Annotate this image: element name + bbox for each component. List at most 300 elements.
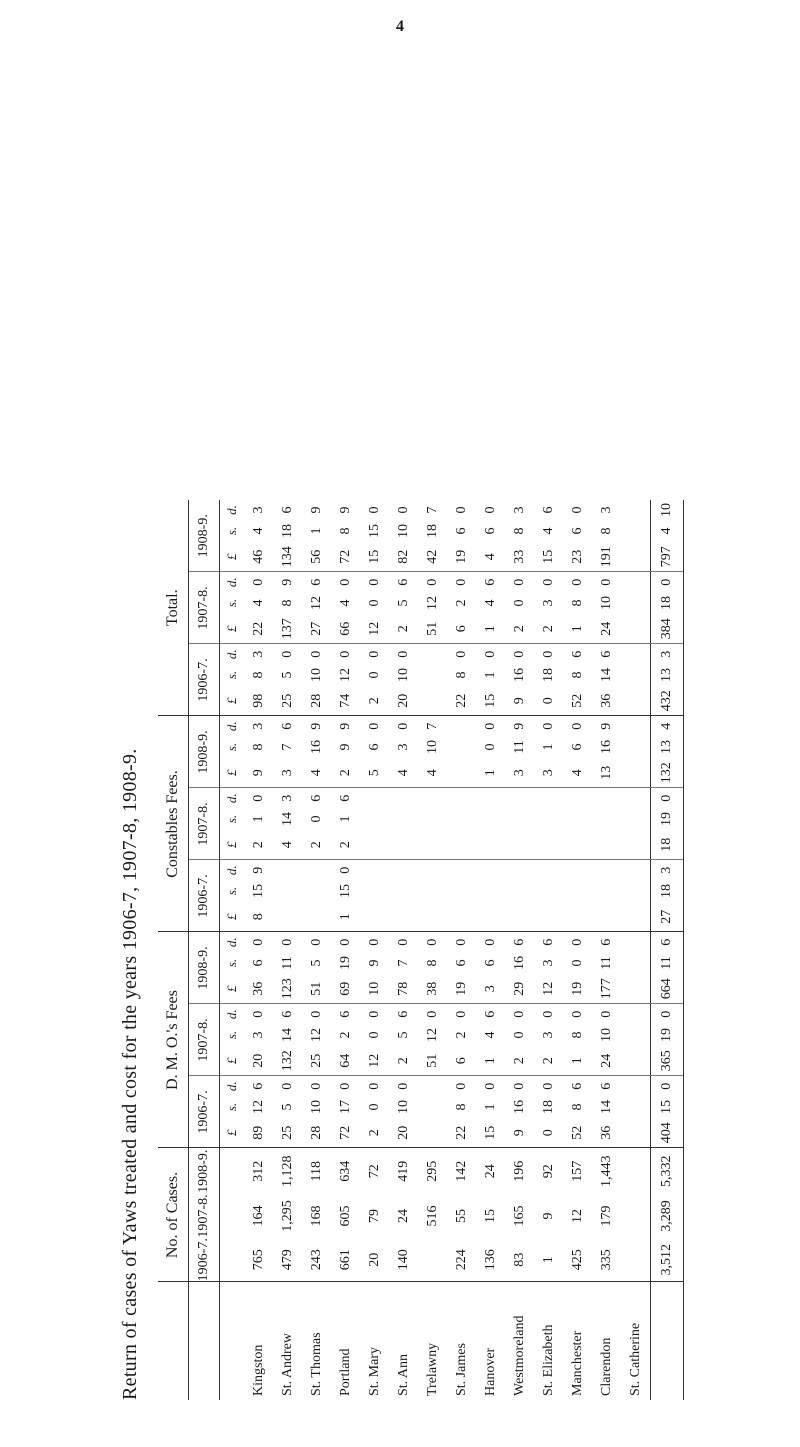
- cases-cell: 168: [308, 1205, 324, 1227]
- cases-cell: 179: [598, 1205, 614, 1227]
- constables-fee-cell: [505, 880, 534, 902]
- cases-cell: 1,128: [279, 1155, 295, 1187]
- total-cost-cell: 6: [279, 506, 295, 514]
- constables-fee-cell: [534, 788, 563, 808]
- constables-fee-cell: [418, 860, 447, 880]
- cases-cell: [621, 1238, 651, 1282]
- dmo-fee-cell: 2: [505, 1046, 534, 1076]
- totals-row: [651, 500, 684, 1400]
- dmo-fee-cell: 10: [395, 1100, 411, 1114]
- dmo-year-header: 1907-8.: [189, 1004, 220, 1076]
- total-cost-cell: 0: [308, 650, 324, 658]
- constables-fee-cell: [476, 788, 505, 808]
- total-unit-pounds: £: [220, 686, 245, 716]
- dmo-fee-cell: 0: [366, 1010, 382, 1018]
- constables-fee-cell: 15: [250, 884, 266, 898]
- total-cost-cell: 432: [651, 686, 684, 716]
- constables-fee-cell: 4: [302, 758, 331, 788]
- total-cost-cell: 4: [651, 520, 684, 542]
- total-cost-cell: 66: [331, 614, 360, 644]
- total-cost-cell: [621, 500, 651, 520]
- constables-fee-cell: 10: [424, 740, 440, 754]
- cases-cell: 335: [592, 1238, 621, 1282]
- total-cost-cell: 12: [337, 668, 353, 682]
- dmo-fee-cell: 52: [563, 1118, 592, 1148]
- constables-fee-cell: [534, 902, 563, 932]
- dmo-fee-cell: 8: [569, 1103, 585, 1111]
- constables-fee-cell: [302, 902, 331, 932]
- constables-fee-cell: 4: [389, 758, 418, 788]
- total-cost-cell: 3: [250, 650, 266, 658]
- total-cost-cell: 20: [389, 686, 418, 716]
- cases-cell: 9: [540, 1212, 556, 1220]
- total-cost-cell: 22: [447, 686, 476, 716]
- cases-cell: 479: [273, 1238, 302, 1282]
- constables-fee-cell: [563, 902, 592, 932]
- parish-name: St. Ann: [395, 1353, 411, 1396]
- dmo-fee-cell: 0: [366, 1082, 382, 1090]
- cases-cell: 196: [511, 1160, 527, 1182]
- constables-fee-cell: 3: [534, 758, 563, 788]
- dmo-fee-cell: 51: [302, 974, 331, 1004]
- dmo-fee-cell: 1: [482, 1103, 498, 1111]
- unit-header-row: [220, 500, 245, 1400]
- cases-cell: 92: [540, 1164, 556, 1179]
- dmo-fee-cell: 12: [424, 1028, 440, 1042]
- total-cost-cell: [621, 542, 651, 572]
- constables-fee-cell: [592, 830, 621, 860]
- constables-fee-cell: [389, 860, 418, 880]
- parish-name: Kingston: [250, 1344, 266, 1396]
- total-cost-cell: 14: [598, 668, 614, 682]
- total-cost-cell: 6: [540, 506, 556, 514]
- cases-cell: 24: [395, 1209, 411, 1223]
- constables-fee-cell: [389, 808, 418, 830]
- parish-name: St. Thomas: [308, 1332, 324, 1396]
- total-cost-cell: 6: [569, 650, 585, 658]
- constables-fee-cell: [534, 860, 563, 880]
- dmo-fee-cell: 0: [308, 938, 324, 946]
- dmo-fee-cell: 3: [476, 974, 505, 1004]
- dmo-fee-cell: 6: [569, 1082, 585, 1090]
- dmo-unit-shillings: s.: [224, 1030, 239, 1040]
- table-row: [476, 500, 505, 1400]
- dmo-fee-cell: 0: [337, 938, 353, 946]
- dmo-fee-cell: 6: [279, 1010, 295, 1018]
- total-year-header: 1906-7.: [189, 644, 220, 716]
- total-cost-cell: 2: [505, 614, 534, 644]
- constables-fee-cell: 9: [308, 722, 324, 730]
- cases-unit-blank: [220, 1238, 245, 1282]
- constables-fee-cell: 2: [244, 830, 273, 860]
- total-cost-cell: 10: [308, 668, 324, 682]
- cases-cell: 142: [453, 1160, 469, 1182]
- constables-fee-cell: [389, 788, 418, 808]
- constables-fee-cell: 8: [250, 743, 266, 751]
- constables-fee-cell: 3: [651, 860, 684, 880]
- parish-header: [158, 1282, 189, 1400]
- dmo-fee-cell: 0: [366, 1103, 382, 1111]
- total-cost-cell: 0: [395, 506, 411, 514]
- yaws-return-table: [158, 500, 684, 1400]
- total-cost-cell: 0: [569, 578, 585, 586]
- constables-fee-cell: 5: [360, 758, 389, 788]
- dmo-fee-cell: 5: [395, 1031, 411, 1039]
- dmo-fee-cell: 3: [540, 959, 556, 967]
- total-cost-cell: 18: [279, 524, 295, 538]
- total-cost-cell: 3: [598, 506, 614, 514]
- dmo-fee-cell: 18: [540, 1100, 556, 1114]
- dmo-fee-cell: 11: [279, 956, 295, 970]
- dmo-fee-cell: 36: [592, 1118, 621, 1148]
- dmo-fee-cell: 20: [389, 1118, 418, 1148]
- constables-fee-cell: [302, 860, 331, 880]
- dmo-fee-cell: 0: [279, 938, 295, 946]
- constables-fee-cell: [621, 788, 651, 808]
- total-year-header: 1907-8.: [189, 572, 220, 644]
- dmo-fee-cell: 2: [453, 1031, 469, 1039]
- rotated-table-page: [110, 110, 750, 1420]
- constables-fee-cell: [505, 902, 534, 932]
- total-cost-cell: 98: [244, 686, 273, 716]
- total-cost-cell: 24: [592, 614, 621, 644]
- dmo-fee-cell: 51: [418, 1046, 447, 1076]
- cases-cell: 20: [360, 1238, 389, 1282]
- total-cost-cell: 5: [395, 599, 411, 607]
- dmo-fee-cell: 6: [250, 1082, 266, 1090]
- total-cost-cell: 18: [424, 524, 440, 538]
- table-row: [302, 500, 331, 1400]
- cases-cell: 165: [511, 1205, 527, 1227]
- cases-unit-blank: [220, 1148, 245, 1194]
- constables-fee-cell: 6: [279, 722, 295, 730]
- cases-cell: 312: [250, 1160, 266, 1182]
- constables-fee-cell: 3: [273, 758, 302, 788]
- total-cost-cell: 8: [279, 599, 295, 607]
- constables-fee-cell: [389, 880, 418, 902]
- dmo-fee-cell: 0: [424, 938, 440, 946]
- cases-cell: 12: [569, 1209, 585, 1223]
- constables-fee-cell: [592, 860, 621, 880]
- constables-fee-cell: 3: [279, 794, 295, 802]
- constables-fee-cell: 9: [598, 722, 614, 730]
- total-cost-cell: 9: [279, 578, 295, 586]
- table-row: [244, 500, 273, 1400]
- total-cost-cell: 0: [540, 578, 556, 586]
- cases-cell: [418, 1238, 447, 1282]
- total-cost-cell: 0: [534, 686, 563, 716]
- constables-fee-cell: [563, 788, 592, 808]
- cases-cell: 605: [337, 1205, 353, 1227]
- dmo-fee-cell: 9: [366, 959, 382, 967]
- total-cost-cell: [621, 520, 651, 542]
- cases-cell: 136: [476, 1238, 505, 1282]
- dmo-fee-cell: 19: [563, 974, 592, 1004]
- total-cost-cell: 9: [308, 506, 324, 514]
- dmo-fee-cell: 14: [598, 1100, 614, 1114]
- total-cost-cell: 6: [482, 527, 498, 535]
- dmo-unit-pence: d.: [224, 937, 239, 948]
- cases-cell: 1,443: [598, 1155, 614, 1187]
- dmo-fee-cell: 2: [534, 1046, 563, 1076]
- dmo-fee-cell: 36: [244, 974, 273, 1004]
- total-cost-cell: [418, 686, 447, 716]
- total-cost-cell: 0: [453, 650, 469, 658]
- total-cost-cell: 15: [366, 524, 382, 538]
- constables-fee-cell: [563, 808, 592, 830]
- constables-fee-cell: 7: [424, 722, 440, 730]
- constables-fee-cell: 0: [651, 788, 684, 808]
- constables-fee-cell: [505, 788, 534, 808]
- total-cost-cell: 1: [482, 671, 498, 679]
- parish-name: St. James: [453, 1343, 469, 1396]
- total-cost-cell: 0: [453, 578, 469, 586]
- total-cost-cell: 19: [447, 542, 476, 572]
- dmo-fee-cell: 25: [302, 1046, 331, 1076]
- table-row: [592, 500, 621, 1400]
- total-cost-cell: 0: [482, 650, 498, 658]
- total-cost-cell: 56: [302, 542, 331, 572]
- dmo-fee-cell: 0: [453, 1082, 469, 1090]
- constables-fee-cell: 16: [308, 740, 324, 754]
- constables-fee-cell: [476, 860, 505, 880]
- total-cost-cell: 36: [592, 686, 621, 716]
- cases-cell: 419: [395, 1160, 411, 1182]
- total-cost-cell: 6: [447, 614, 476, 644]
- cases-cell: 55: [453, 1209, 469, 1223]
- total-cost-cell: 4: [250, 527, 266, 535]
- dmo-year-header: 1908-9.: [189, 932, 220, 1004]
- cases-cell: 3,289: [651, 1194, 684, 1238]
- constables-fee-cell: [360, 788, 389, 808]
- dmo-fee-cell: 14: [279, 1028, 295, 1042]
- parish-name: Hanover: [482, 1347, 498, 1396]
- constables-fee-cell: [534, 880, 563, 902]
- dmo-fee-cell: 6: [598, 1082, 614, 1090]
- dmo-fee-cell: 0: [569, 1010, 585, 1018]
- dmo-fee-cell: 6: [453, 959, 469, 967]
- parish-name: Trelawny: [424, 1342, 440, 1396]
- total-cost-cell: 3: [540, 599, 556, 607]
- cases-cell: 425: [563, 1238, 592, 1282]
- dmo-fee-cell: 20: [244, 1046, 273, 1076]
- constables-fee-cell: [621, 880, 651, 902]
- table-body: [244, 500, 684, 1400]
- cases-year-header: 1907-8.: [189, 1194, 220, 1238]
- total-cost-cell: 0: [511, 599, 527, 607]
- constables-fee-cell: [302, 880, 331, 902]
- dmo-fee-cell: 19: [337, 956, 353, 970]
- constables-fee-cell: 1: [476, 758, 505, 788]
- constables-fee-cell: [621, 902, 651, 932]
- dmo-fee-cell: 15: [651, 1096, 684, 1118]
- cases-cell: 24: [482, 1164, 498, 1179]
- total-cost-cell: 7: [424, 506, 440, 514]
- total-cost-cell: 6: [569, 527, 585, 535]
- constables-fee-cell: [563, 880, 592, 902]
- dmo-fee-cell: [621, 1024, 651, 1046]
- dmo-fee-cell: 10: [308, 1100, 324, 1114]
- total-cost-cell: 0: [337, 578, 353, 586]
- total-cost-cell: 6: [395, 578, 411, 586]
- dmo-fee-cell: [621, 1046, 651, 1076]
- constables-fee-cell: [476, 902, 505, 932]
- constables-fee-cell: 18: [651, 830, 684, 860]
- dmo-fee-cell: 4: [482, 1031, 498, 1039]
- constables-fee-cell: [273, 860, 302, 880]
- total-cost-cell: 27: [302, 614, 331, 644]
- dmo-fee-cell: 0: [453, 938, 469, 946]
- dmo-fee-cell: [621, 932, 651, 952]
- constables-fee-cell: [447, 736, 476, 758]
- dmo-fee-cell: [418, 1096, 447, 1118]
- total-cost-cell: 191: [592, 542, 621, 572]
- constables-fee-cell: [592, 808, 621, 830]
- dmo-fee-cell: 7: [395, 959, 411, 967]
- table-row: [505, 500, 534, 1400]
- constables-fee-cell: 6: [569, 743, 585, 751]
- total-cost-cell: 82: [389, 542, 418, 572]
- constables-fee-cell: 3: [250, 722, 266, 730]
- total-cost-cell: 2: [534, 614, 563, 644]
- total-cost-cell: [621, 686, 651, 716]
- constables-fee-cell: [273, 902, 302, 932]
- total-cost-cell: 0: [366, 599, 382, 607]
- total-cost-cell: 74: [331, 686, 360, 716]
- constables-fee-cell: 8: [244, 902, 273, 932]
- constables-fee-cell: [447, 808, 476, 830]
- dmo-fee-cell: 0: [424, 1010, 440, 1018]
- total-unit-shillings: s.: [224, 598, 239, 608]
- dmo-unit-shillings: s.: [224, 1102, 239, 1112]
- constables-fee-cell: 0: [395, 722, 411, 730]
- constables-unit-shillings: s.: [224, 886, 239, 896]
- constables-fee-cell: 9: [511, 722, 527, 730]
- constables-fee-cell: 7: [279, 743, 295, 751]
- dmo-unit-pounds: £: [220, 1046, 245, 1076]
- dmo-fee-cell: 6: [447, 1046, 476, 1076]
- constables-fee-cell: 0: [540, 722, 556, 730]
- dmo-unit-pounds: £: [220, 974, 245, 1004]
- total-cost-cell: 6: [453, 527, 469, 535]
- constables-fee-cell: [360, 808, 389, 830]
- table-row: [331, 500, 360, 1400]
- total-cost-cell: 9: [505, 686, 534, 716]
- constables-fee-cell: [505, 830, 534, 860]
- parish-name: [651, 1282, 684, 1400]
- dmo-fee-cell: 0: [366, 1031, 382, 1039]
- total-cost-cell: 6: [598, 650, 614, 658]
- total-cost-cell: 8: [511, 527, 527, 535]
- cases-cell: 243: [302, 1238, 331, 1282]
- dmo-fee-cell: 19: [651, 1024, 684, 1046]
- dmo-fee-cell: 64: [331, 1046, 360, 1076]
- constables-fee-cell: 4: [651, 716, 684, 736]
- total-cost-cell: 72: [331, 542, 360, 572]
- total-cost-cell: [621, 614, 651, 644]
- total-cost-cell: 5: [279, 671, 295, 679]
- table-row: [418, 500, 447, 1400]
- cases-cell: 118: [308, 1161, 324, 1182]
- cases-cell: 164: [250, 1205, 266, 1227]
- table-row: [447, 500, 476, 1400]
- total-cost-cell: 0: [279, 650, 295, 658]
- total-cost-cell: [621, 664, 651, 686]
- total-cost-cell: 0: [424, 578, 440, 586]
- constables-fee-cell: 6: [337, 794, 353, 802]
- cases-cell: 765: [244, 1238, 273, 1282]
- total-cost-cell: 0: [598, 578, 614, 586]
- total-cost-cell: 10: [598, 596, 614, 610]
- dmo-fee-cell: 16: [511, 956, 527, 970]
- total-cost-cell: 0: [366, 650, 382, 658]
- total-unit-pounds: £: [220, 614, 245, 644]
- total-cost-cell: 8: [453, 671, 469, 679]
- total-cost-cell: 23: [563, 542, 592, 572]
- table-row: [563, 500, 592, 1400]
- total-unit-pence: d.: [224, 649, 239, 660]
- dmo-fee-cell: 0: [395, 938, 411, 946]
- constables-fee-cell: [273, 880, 302, 902]
- total-cost-cell: 2: [453, 599, 469, 607]
- dmo-fee-cell: 0: [482, 938, 498, 946]
- total-cost-cell: 0: [366, 506, 382, 514]
- cases-cell: 83: [505, 1238, 534, 1282]
- dmo-fee-cell: 0: [569, 959, 585, 967]
- total-cost-cell: 137: [273, 614, 302, 644]
- parish-name: Clarendon: [598, 1337, 614, 1396]
- dmo-fee-cell: 404: [651, 1118, 684, 1148]
- total-cost-cell: [418, 644, 447, 664]
- total-cost-cell: 22: [244, 614, 273, 644]
- dmo-fee-cell: 664: [651, 974, 684, 1004]
- constables-fee-cell: 9: [244, 758, 273, 788]
- constables-fee-cell: 27: [651, 902, 684, 932]
- total-cost-cell: 1: [308, 527, 324, 535]
- dmo-fee-cell: 25: [273, 1118, 302, 1148]
- constables-fee-cell: [360, 860, 389, 880]
- dmo-fee-cell: 69: [331, 974, 360, 1004]
- constables-fee-cell: [447, 860, 476, 880]
- dmo-fee-cell: 8: [569, 1031, 585, 1039]
- constables-fee-cell: 9: [250, 866, 266, 874]
- cases-cell: 3,512: [651, 1238, 684, 1282]
- total-cost-cell: 0: [569, 506, 585, 514]
- constables-fee-cell: [476, 808, 505, 830]
- dmo-fee-cell: [418, 1076, 447, 1096]
- constables-fee-cell: [621, 716, 651, 736]
- dmo-fee-cell: 72: [331, 1118, 360, 1148]
- total-cost-cell: 18: [540, 668, 556, 682]
- constables-year-header: 1907-8.: [189, 788, 220, 860]
- total-cost-cell: 4: [250, 599, 266, 607]
- dmo-fee-cell: 6: [482, 1010, 498, 1018]
- dmo-fee-cell: 0: [482, 1082, 498, 1090]
- cases-cell: [621, 1194, 651, 1238]
- constables-unit-pounds: £: [220, 758, 245, 788]
- dmo-fee-cell: 0: [540, 1082, 556, 1090]
- total-unit-shillings: s.: [224, 526, 239, 536]
- constables-fee-cell: [389, 830, 418, 860]
- dmo-fee-cell: [621, 1096, 651, 1118]
- constables-fee-cell: [389, 902, 418, 932]
- cases-cell: 1: [534, 1238, 563, 1282]
- total-cost-cell: [418, 664, 447, 686]
- total-unit-shillings: s.: [224, 670, 239, 680]
- cases-group-header: No. of Cases.: [158, 1148, 189, 1282]
- total-cost-cell: 0: [511, 650, 527, 658]
- total-cost-cell: [621, 644, 651, 664]
